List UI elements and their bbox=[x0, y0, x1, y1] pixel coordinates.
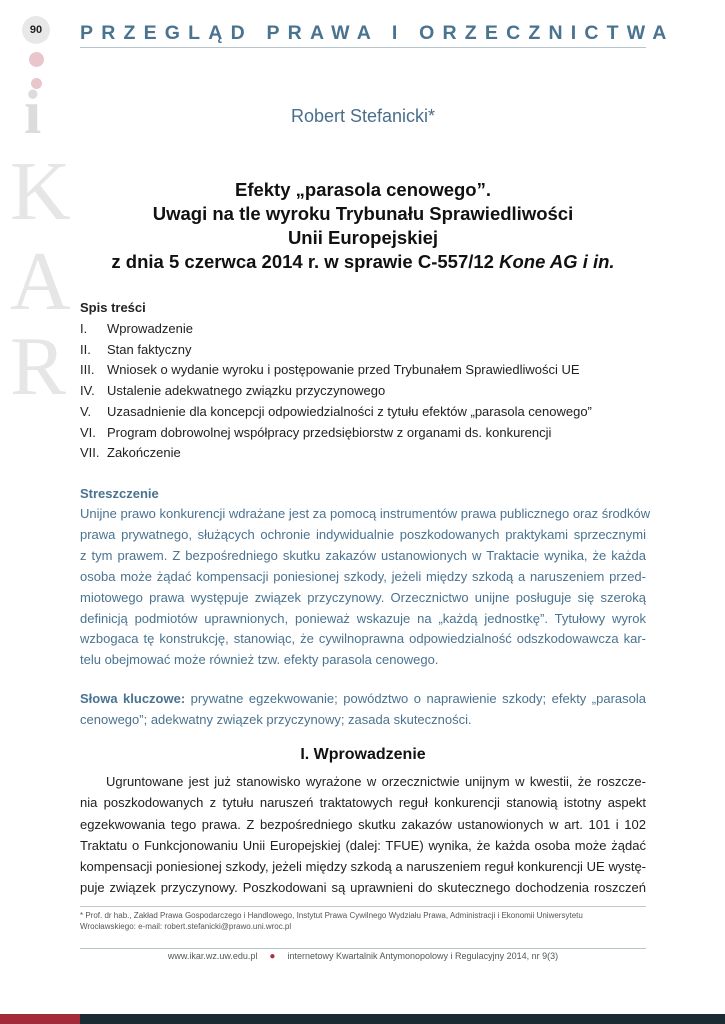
title-line-last bbox=[80, 250, 646, 274]
footnote-divider bbox=[80, 906, 646, 907]
journal-section-header: PRZEGLĄD PRAWA I ORZECZNICTWA bbox=[80, 22, 675, 44]
abstract-line: z tym prawem. Z bezpośredniego skutku zakazów ustanowionych w Traktacie wynika, że każda bbox=[80, 547, 646, 563]
toc-item bbox=[80, 381, 650, 402]
footer-bullet-icon: ● bbox=[269, 951, 276, 962]
keywords-line: cenowego”; adekwatny związek przyczynowy; zasada skuteczności. bbox=[80, 711, 472, 727]
toc-item-number: V. bbox=[80, 403, 92, 419]
toc-item-label: Uzasadnienie dla koncepcji odpowiedzialności z tytułu efektów „parasola cenowego” bbox=[107, 403, 592, 419]
footer-divider bbox=[80, 948, 646, 949]
footnote-line: Wrocławskiego: e-mail: robert.stefanicki@prawo.uni.wroc.pl bbox=[80, 922, 292, 931]
toc-item-number: VI. bbox=[80, 424, 96, 440]
toc-item-label: Ustalenie adekwatnego związku przyczynowego bbox=[107, 383, 386, 399]
body-line: kompensacji poniesionej szkody, jeżeli między szkodą a naruszeniem reguł konkurencji UE wystę- bbox=[80, 859, 646, 875]
title-line: Efekty „parasola cenowego”. bbox=[234, 179, 491, 200]
side-logo-letter-k: K bbox=[10, 145, 71, 238]
abstract-line: osoba może żądać kompensacji poniesionej szkody, jeżeli między szkodą a naruszeniem przed- bbox=[80, 568, 646, 584]
abstract-line: telu obejmować może również tzw. efekty parasola cenowego. bbox=[80, 652, 439, 668]
bottom-bar-accent bbox=[0, 1014, 80, 1024]
toc-item-label: Program dobrowolnej współpracy przedsiębiorstw z organami ds. konkurencji bbox=[107, 424, 552, 440]
author-name: Robert Stefanicki* bbox=[290, 106, 436, 126]
toc-heading: Spis treści bbox=[80, 300, 146, 315]
abstract-line: wzbogaca tę konstrukcję, stanowiąc, że cywilnoprawna odpowiedzialność odszkodowawcza kar- bbox=[80, 631, 646, 647]
keywords-label: Słowa kluczowe: bbox=[80, 691, 186, 706]
article-title bbox=[80, 178, 646, 274]
title-line: Unii Europejskiej bbox=[287, 227, 439, 248]
abstract bbox=[80, 484, 651, 671]
table-of-contents bbox=[80, 298, 650, 464]
toc-item-number: III. bbox=[80, 362, 95, 378]
toc-item-number: VII. bbox=[80, 445, 100, 461]
toc-item-label: Zakończenie bbox=[107, 445, 181, 461]
abstract-heading: Streszczenie bbox=[80, 486, 159, 501]
page-number: 90 bbox=[22, 16, 50, 44]
toc-item bbox=[80, 319, 650, 340]
title-line: Uwagi na tle wyroku Trybunału Sprawiedliwości bbox=[152, 203, 574, 224]
toc-item bbox=[80, 423, 650, 444]
body-line: nia poszkodowanych z tytułu naruszeń traktatowych reguł konkurencji stanowią istotny aspekt bbox=[80, 795, 646, 811]
keywords bbox=[80, 689, 646, 731]
abstract-line: Unijne prawo konkurencji wdrażane jest za pomocą instrumentów prawa publicznego oraz środków bbox=[80, 506, 651, 521]
page-footer bbox=[80, 951, 646, 962]
toc-item bbox=[80, 340, 650, 361]
toc-item-number: II. bbox=[80, 341, 91, 357]
toc-item bbox=[80, 402, 650, 423]
bottom-bar bbox=[80, 1014, 725, 1024]
body-line: Ugruntowane jest już stanowisko wyrażone w orzecznictwie unijnym w kwestii, że roszcze- bbox=[106, 774, 646, 789]
section-heading: I. Wprowadzenie bbox=[300, 746, 426, 763]
header-divider bbox=[80, 47, 646, 48]
toc-item-label: Stan faktyczny bbox=[107, 341, 192, 357]
title-case-name: Kone AG i in. bbox=[499, 251, 615, 272]
toc-item-number: IV. bbox=[80, 383, 95, 399]
keywords-text: prywatne egzekwowanie; powództwo o naprawienie szkody; efekty „parasola bbox=[185, 691, 646, 706]
footnote bbox=[80, 910, 646, 932]
footnote-line: * Prof. dr hab., Zakład Prawa Gospodarczego i Handlowego, Instytut Prawa Cywilnego Wydziału Prawa, Administracji i Ekonomii Uniwersytetu bbox=[80, 911, 583, 920]
toc-item-label: Wprowadzenie bbox=[107, 321, 193, 336]
toc-item-label: Wniosek o wydanie wyroku i postępowanie przed Trybunałem Sprawiedliwości UE bbox=[107, 362, 580, 378]
footer-journal-name: internetowy Kwartalnik Antymonopolowy i Regulacyjny 2014, nr 9(3) bbox=[287, 951, 559, 961]
toc-item bbox=[80, 360, 650, 381]
body-line: Traktatu o Funkcjonowaniu Unii Europejskiej (dalej: TFUE) wynika, że każda osoba może żądać bbox=[80, 837, 646, 853]
abstract-line: miotowego prawa występuje związek przyczynowy. Orzecznictwo unijne posługuje się szeroką bbox=[80, 589, 646, 605]
side-logo-letter-a: A bbox=[10, 235, 71, 328]
toc-item bbox=[80, 443, 650, 464]
footer-url-link[interactable]: www.ikar.wz.uw.edu.pl bbox=[167, 951, 258, 961]
side-logo-letter-i: i bbox=[24, 79, 42, 147]
toc-item-number: I. bbox=[80, 321, 88, 336]
side-logo-letter-r: R bbox=[10, 320, 67, 413]
body-line: puje związek przyczynowy. Poszkodowani są uprawnieni do skutecznego dochodzenia roszczeń bbox=[80, 880, 646, 896]
body-line: egzekwowania tego prawa. Z bezpośredniego skutku zakazów ustanowionych w art. 101 i 102 bbox=[80, 816, 646, 832]
abstract-line: prawa prywatnego, służących ochronie indywidualnie poszkodowanych praktykami sprzecznymi bbox=[80, 526, 646, 542]
logo-dot-upper bbox=[29, 52, 44, 67]
section-body bbox=[80, 771, 646, 899]
abstract-line: definicją podmiotów uprawnionych, ponieważ wskazuje na „każdą jednostkę”. Tytułowy wyrok bbox=[80, 610, 646, 626]
title-case-ref: z dnia 5 czerwca 2014 r. w sprawie C-557/12 bbox=[111, 251, 500, 272]
keywords-line bbox=[80, 689, 646, 710]
